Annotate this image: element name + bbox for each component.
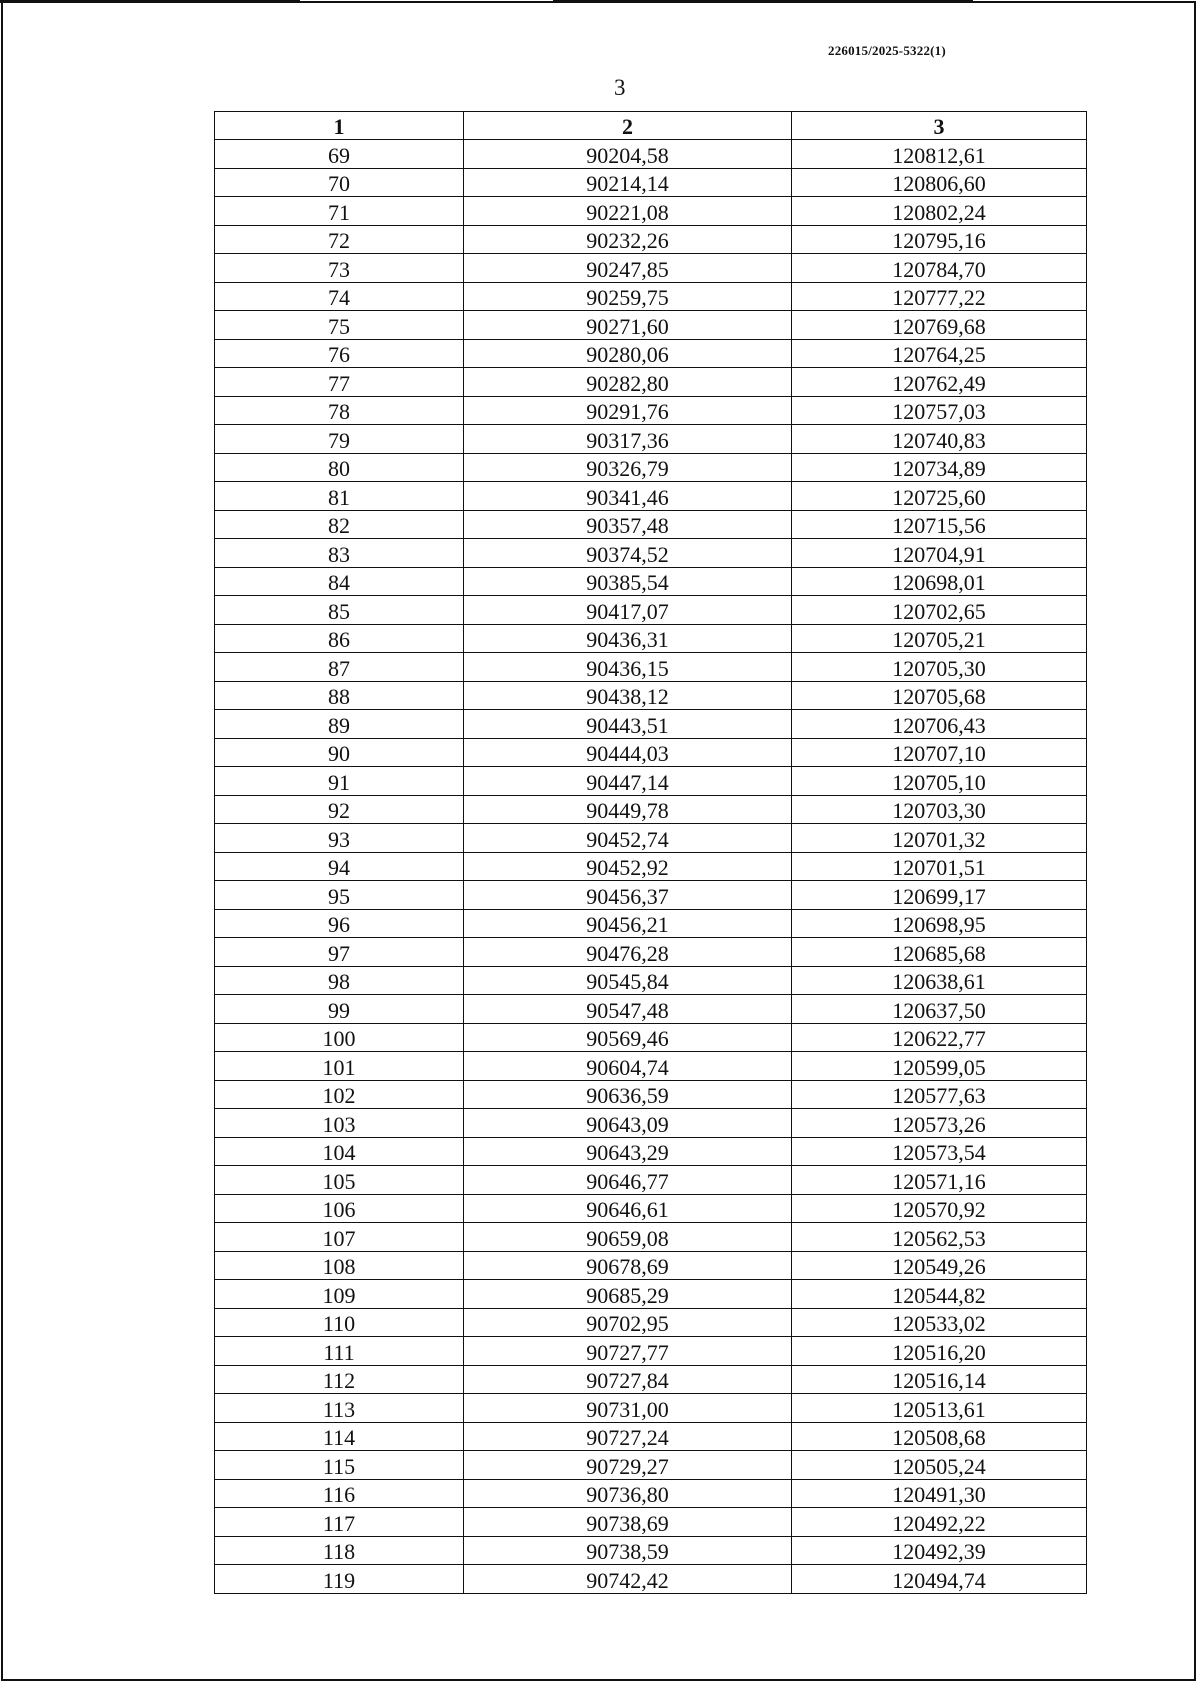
coordinate-x-cell: 90444,03 xyxy=(464,738,792,767)
coordinate-y-cell: 120705,68 xyxy=(792,681,1087,710)
coordinate-x-cell: 90456,37 xyxy=(464,881,792,910)
coordinate-y-cell: 120698,01 xyxy=(792,567,1087,596)
coordinate-y-cell: 120599,05 xyxy=(792,1052,1087,1081)
table-row xyxy=(215,624,1087,653)
coordinate-y-cell: 120705,10 xyxy=(792,767,1087,796)
coordinate-x-cell: 90727,24 xyxy=(464,1422,792,1451)
table-row xyxy=(215,1166,1087,1195)
table-row xyxy=(215,282,1087,311)
point-number-cell: 77 xyxy=(215,368,464,397)
coordinate-y-cell: 120715,56 xyxy=(792,510,1087,539)
table-row xyxy=(215,653,1087,682)
point-number-cell: 89 xyxy=(215,710,464,739)
table-row xyxy=(215,1337,1087,1366)
coordinate-y-cell: 120699,17 xyxy=(792,881,1087,910)
point-number-cell: 84 xyxy=(215,567,464,596)
point-number-cell: 112 xyxy=(215,1365,464,1394)
coordinate-y-cell: 120701,51 xyxy=(792,852,1087,881)
table-row xyxy=(215,1565,1087,1594)
coordinate-y-cell: 120806,60 xyxy=(792,168,1087,197)
table-row xyxy=(215,197,1087,226)
coordinate-x-cell: 90385,54 xyxy=(464,567,792,596)
coordinate-x-cell: 90729,27 xyxy=(464,1451,792,1480)
table-row xyxy=(215,1394,1087,1423)
coordinate-y-cell: 120705,30 xyxy=(792,653,1087,682)
point-number-cell: 94 xyxy=(215,852,464,881)
point-number-cell: 91 xyxy=(215,767,464,796)
coordinate-y-cell: 120777,22 xyxy=(792,282,1087,311)
coordinate-x-cell: 90357,48 xyxy=(464,510,792,539)
top-edge-rule xyxy=(553,0,973,3)
coordinate-x-cell: 90247,85 xyxy=(464,254,792,283)
table-row xyxy=(215,311,1087,340)
coordinate-y-cell: 120513,61 xyxy=(792,1394,1087,1423)
coordinate-x-cell: 90271,60 xyxy=(464,311,792,340)
table-row xyxy=(215,938,1087,967)
coordinate-x-cell: 90447,14 xyxy=(464,767,792,796)
point-number-cell: 93 xyxy=(215,824,464,853)
point-number-cell: 102 xyxy=(215,1080,464,1109)
coordinate-y-cell: 120638,61 xyxy=(792,966,1087,995)
coordinate-y-cell: 120494,74 xyxy=(792,1565,1087,1594)
coordinate-y-cell: 120802,24 xyxy=(792,197,1087,226)
point-number-cell: 79 xyxy=(215,425,464,454)
coordinate-y-cell: 120685,68 xyxy=(792,938,1087,967)
point-number-cell: 116 xyxy=(215,1479,464,1508)
point-number-cell: 87 xyxy=(215,653,464,682)
coordinate-y-cell: 120533,02 xyxy=(792,1308,1087,1337)
point-number-cell: 113 xyxy=(215,1394,464,1423)
table-row xyxy=(215,1023,1087,1052)
table-row xyxy=(215,225,1087,254)
table-row xyxy=(215,738,1087,767)
table-row xyxy=(215,1479,1087,1508)
point-number-cell: 73 xyxy=(215,254,464,283)
table-row xyxy=(215,881,1087,910)
coordinate-x-cell: 90727,84 xyxy=(464,1365,792,1394)
coordinate-x-cell: 90452,74 xyxy=(464,824,792,853)
coordinate-y-cell: 120516,14 xyxy=(792,1365,1087,1394)
table-row xyxy=(215,1308,1087,1337)
point-number-cell: 82 xyxy=(215,510,464,539)
table-row xyxy=(215,1137,1087,1166)
table-row xyxy=(215,339,1087,368)
coordinate-x-cell: 90659,08 xyxy=(464,1223,792,1252)
point-number-cell: 96 xyxy=(215,909,464,938)
coordinate-x-cell: 90738,69 xyxy=(464,1508,792,1537)
coordinate-x-cell: 90685,29 xyxy=(464,1280,792,1309)
coordinate-x-cell: 90678,69 xyxy=(464,1251,792,1280)
table-row xyxy=(215,710,1087,739)
point-number-cell: 76 xyxy=(215,339,464,368)
point-number-cell: 99 xyxy=(215,995,464,1024)
coordinate-x-cell: 90326,79 xyxy=(464,453,792,482)
point-number-cell: 114 xyxy=(215,1422,464,1451)
table-row xyxy=(215,254,1087,283)
table-row xyxy=(215,425,1087,454)
table-row xyxy=(215,852,1087,881)
point-number-cell: 100 xyxy=(215,1023,464,1052)
column-header: 3 xyxy=(792,112,1087,140)
table-row xyxy=(215,1080,1087,1109)
table-row xyxy=(215,539,1087,568)
coordinate-x-cell: 90569,46 xyxy=(464,1023,792,1052)
table-row xyxy=(215,681,1087,710)
column-header: 2 xyxy=(464,112,792,140)
coordinate-x-cell: 90436,31 xyxy=(464,624,792,653)
coordinate-y-cell: 120492,22 xyxy=(792,1508,1087,1537)
coordinate-x-cell: 90341,46 xyxy=(464,482,792,511)
coordinate-x-cell: 90476,28 xyxy=(464,938,792,967)
point-number-cell: 107 xyxy=(215,1223,464,1252)
coordinate-x-cell: 90282,80 xyxy=(464,368,792,397)
coordinate-y-cell: 120704,91 xyxy=(792,539,1087,568)
table-row xyxy=(215,482,1087,511)
coordinate-y-cell: 120492,39 xyxy=(792,1536,1087,1565)
table-row xyxy=(215,168,1087,197)
top-edge-rule xyxy=(0,0,300,3)
coordinate-y-cell: 120795,16 xyxy=(792,225,1087,254)
page-number: 3 xyxy=(614,75,626,100)
point-number-cell: 78 xyxy=(215,396,464,425)
coordinate-x-cell: 90646,77 xyxy=(464,1166,792,1195)
document-number: 226015/2025-5322(1) xyxy=(828,43,946,58)
table-row xyxy=(215,1109,1087,1138)
coordinate-x-cell: 90438,12 xyxy=(464,681,792,710)
coordinate-y-cell: 120762,49 xyxy=(792,368,1087,397)
point-number-cell: 97 xyxy=(215,938,464,967)
point-number-cell: 92 xyxy=(215,795,464,824)
table-row xyxy=(215,567,1087,596)
coordinate-x-cell: 90731,00 xyxy=(464,1394,792,1423)
point-number-cell: 72 xyxy=(215,225,464,254)
coordinate-y-cell: 120707,10 xyxy=(792,738,1087,767)
coordinate-y-cell: 120577,63 xyxy=(792,1080,1087,1109)
coordinate-x-cell: 90646,61 xyxy=(464,1194,792,1223)
coordinate-x-cell: 90702,95 xyxy=(464,1308,792,1337)
point-number-cell: 117 xyxy=(215,1508,464,1537)
coordinate-y-cell: 120769,68 xyxy=(792,311,1087,340)
point-number-cell: 71 xyxy=(215,197,464,226)
point-number-cell: 74 xyxy=(215,282,464,311)
coordinate-x-cell: 90738,59 xyxy=(464,1536,792,1565)
table-row xyxy=(215,909,1087,938)
coordinate-y-cell: 120703,30 xyxy=(792,795,1087,824)
coordinate-x-cell: 90727,77 xyxy=(464,1337,792,1366)
coordinate-y-cell: 120573,54 xyxy=(792,1137,1087,1166)
table-row xyxy=(215,1536,1087,1565)
coordinate-x-cell: 90449,78 xyxy=(464,795,792,824)
coordinate-x-cell: 90291,76 xyxy=(464,396,792,425)
point-number-cell: 69 xyxy=(215,140,464,169)
coordinate-x-cell: 90204,58 xyxy=(464,140,792,169)
table-row xyxy=(215,596,1087,625)
point-number-cell: 109 xyxy=(215,1280,464,1309)
table-row xyxy=(215,767,1087,796)
coordinate-y-cell: 120725,60 xyxy=(792,482,1087,511)
point-number-cell: 88 xyxy=(215,681,464,710)
coordinate-y-cell: 120516,20 xyxy=(792,1337,1087,1366)
coordinate-x-cell: 90452,92 xyxy=(464,852,792,881)
coordinate-x-cell: 90742,42 xyxy=(464,1565,792,1594)
coordinate-y-cell: 120491,30 xyxy=(792,1479,1087,1508)
table-header-row xyxy=(215,112,1087,140)
coordinate-y-cell: 120706,43 xyxy=(792,710,1087,739)
coordinate-y-cell: 120734,89 xyxy=(792,453,1087,482)
point-number-cell: 98 xyxy=(215,966,464,995)
point-number-cell: 110 xyxy=(215,1308,464,1337)
coordinates-table xyxy=(214,111,1087,1594)
table-row xyxy=(215,995,1087,1024)
point-number-cell: 70 xyxy=(215,168,464,197)
coordinate-x-cell: 90547,48 xyxy=(464,995,792,1024)
coordinate-y-cell: 120570,92 xyxy=(792,1194,1087,1223)
table-row xyxy=(215,1365,1087,1394)
point-number-cell: 115 xyxy=(215,1451,464,1480)
point-number-cell: 104 xyxy=(215,1137,464,1166)
coordinate-y-cell: 120702,65 xyxy=(792,596,1087,625)
point-number-cell: 85 xyxy=(215,596,464,625)
coordinate-y-cell: 120505,24 xyxy=(792,1451,1087,1480)
coordinate-y-cell: 120740,83 xyxy=(792,425,1087,454)
coordinate-x-cell: 90436,15 xyxy=(464,653,792,682)
coordinate-y-cell: 120764,25 xyxy=(792,339,1087,368)
coordinate-x-cell: 90317,36 xyxy=(464,425,792,454)
coordinate-x-cell: 90545,84 xyxy=(464,966,792,995)
point-number-cell: 108 xyxy=(215,1251,464,1280)
table-row xyxy=(215,1251,1087,1280)
coordinate-x-cell: 90604,74 xyxy=(464,1052,792,1081)
point-number-cell: 75 xyxy=(215,311,464,340)
coordinate-x-cell: 90280,06 xyxy=(464,339,792,368)
column-header: 1 xyxy=(215,112,464,140)
coordinate-x-cell: 90736,80 xyxy=(464,1479,792,1508)
coordinate-y-cell: 120544,82 xyxy=(792,1280,1087,1309)
coordinate-x-cell: 90456,21 xyxy=(464,909,792,938)
table-body xyxy=(215,140,1087,1594)
coordinate-x-cell: 90636,59 xyxy=(464,1080,792,1109)
coordinate-y-cell: 120562,53 xyxy=(792,1223,1087,1252)
coordinate-y-cell: 120571,16 xyxy=(792,1166,1087,1195)
table-row xyxy=(215,1052,1087,1081)
point-number-cell: 111 xyxy=(215,1337,464,1366)
coordinate-x-cell: 90214,14 xyxy=(464,168,792,197)
coordinate-y-cell: 120705,21 xyxy=(792,624,1087,653)
point-number-cell: 90 xyxy=(215,738,464,767)
coordinate-x-cell: 90221,08 xyxy=(464,197,792,226)
point-number-cell: 118 xyxy=(215,1536,464,1565)
point-number-cell: 101 xyxy=(215,1052,464,1081)
coordinate-y-cell: 120637,50 xyxy=(792,995,1087,1024)
table-row xyxy=(215,795,1087,824)
coordinate-x-cell: 90417,07 xyxy=(464,596,792,625)
coordinate-y-cell: 120549,26 xyxy=(792,1251,1087,1280)
table-row xyxy=(215,1223,1087,1252)
coordinate-x-cell: 90643,29 xyxy=(464,1137,792,1166)
point-number-cell: 80 xyxy=(215,453,464,482)
coordinate-y-cell: 120784,70 xyxy=(792,254,1087,283)
coordinate-y-cell: 120812,61 xyxy=(792,140,1087,169)
point-number-cell: 103 xyxy=(215,1109,464,1138)
table-row xyxy=(215,966,1087,995)
coordinate-y-cell: 120757,03 xyxy=(792,396,1087,425)
coordinate-y-cell: 120508,68 xyxy=(792,1422,1087,1451)
coordinate-x-cell: 90232,26 xyxy=(464,225,792,254)
coordinate-y-cell: 120698,95 xyxy=(792,909,1087,938)
coordinate-y-cell: 120701,32 xyxy=(792,824,1087,853)
coordinate-x-cell: 90374,52 xyxy=(464,539,792,568)
point-number-cell: 81 xyxy=(215,482,464,511)
point-number-cell: 106 xyxy=(215,1194,464,1223)
coordinate-x-cell: 90643,09 xyxy=(464,1109,792,1138)
point-number-cell: 86 xyxy=(215,624,464,653)
table-row xyxy=(215,1508,1087,1537)
table-row xyxy=(215,368,1087,397)
point-number-cell: 95 xyxy=(215,881,464,910)
table-row xyxy=(215,453,1087,482)
table-row xyxy=(215,510,1087,539)
table-row xyxy=(215,1422,1087,1451)
coordinate-y-cell: 120622,77 xyxy=(792,1023,1087,1052)
table-row xyxy=(215,1451,1087,1480)
table-row xyxy=(215,1280,1087,1309)
table-row xyxy=(215,824,1087,853)
point-number-cell: 105 xyxy=(215,1166,464,1195)
table-row xyxy=(215,1194,1087,1223)
coordinate-y-cell: 120573,26 xyxy=(792,1109,1087,1138)
table-row xyxy=(215,140,1087,169)
point-number-cell: 83 xyxy=(215,539,464,568)
table-row xyxy=(215,396,1087,425)
coordinate-x-cell: 90259,75 xyxy=(464,282,792,311)
coordinate-x-cell: 90443,51 xyxy=(464,710,792,739)
point-number-cell: 119 xyxy=(215,1565,464,1594)
